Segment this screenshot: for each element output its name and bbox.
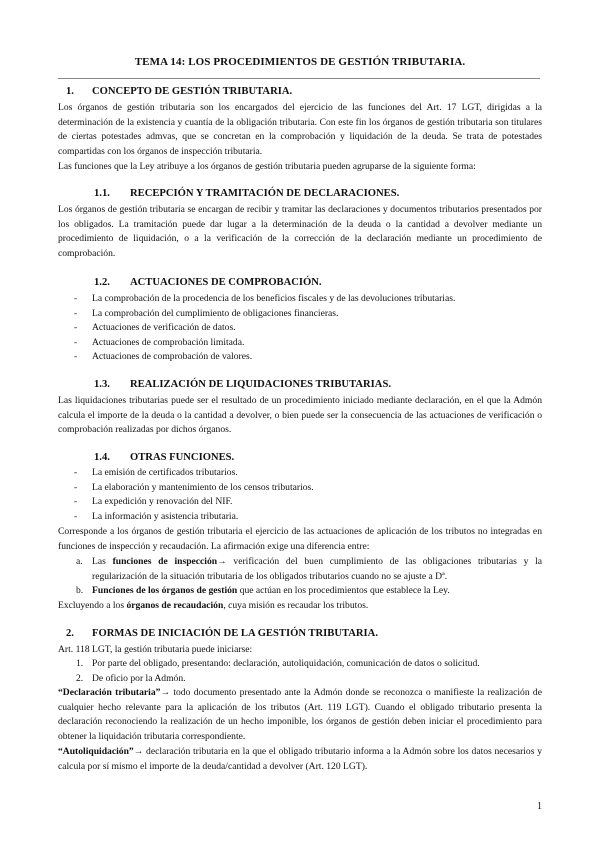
title-divider — [58, 78, 540, 79]
section-2-heading — [66, 628, 378, 639]
section-1-3-paragraph: Las liquidaciones tributarias puede ser el resultado de un procedimiento iniciado mediante declaración, en el que la Admón calcula el importe de la deuda o la cantidad a devolver, o bien puede ser la consecuencia de las actuaciones de verificación o comprobación realizadas por dichos órganos. — [58, 395, 542, 436]
declaracion-text: → todo documento presentado ante la Admón donde se reconozca o manifieste la realización de cualquier hecho relevante para la aplicación de los tributos (Art. 119 LGT). Cuando el obligado tributario presenta la declaración reconociendo la realización de un hecho imponible, los órganos de gestión deben iniciar el procedimiento para obtener la liquidación tributaria correspondiente. — [58, 687, 542, 742]
section-1-1-title: RECEPCIÓN Y TRAMITACIÓN DE DECLARACIONES. — [130, 188, 400, 199]
exclusion-sentence — [58, 599, 542, 614]
section-1-paragraph: Los órganos de gestión tributaria son los encargados del ejercicio de las funciones del Art. 17 LGT, dirigidas a la determinación de la existencia y cuantía de la obligación tributaria. Con este fin los órganos de gestión tributaria son titulares de ciertas potestades admvas, que se concretan en la comprobación y liquidación de la deuda. Se trata de potestades compartidas con los órganos de inspección tributaria. — [58, 102, 542, 157]
list-item — [76, 657, 542, 672]
section-1-1-number: 1.1. — [94, 188, 110, 199]
section-1-1-paragraph: Los órganos de gestión tributaria se encargan de recibir y tramitar las declaraciones y documentos tributarios presentados por los obligados. La tramitación puede dar lugar a la determinación de la deuda o la cantidad a devolver mediante un procedimiento de liquidación, o a la verificación de la corrección de la declaración mediante un procedimiento de comprobación. — [58, 204, 542, 259]
section-1-intro-functions: Las funciones que la Ley atribuye a los órganos de gestión tributaria pueden agruparse de la siguiente forma: — [58, 161, 476, 172]
section-1-4-heading — [94, 452, 234, 463]
section-2-title: FORMAS DE INICIACIÓN DE LA GESTIÓN TRIBUTARIA. — [92, 628, 378, 639]
declaracion-term: “Declaración tributaria” — [58, 687, 161, 698]
section-2-number: 2. — [66, 628, 74, 639]
section-1-3-number: 1.3. — [94, 379, 110, 390]
section-1-number: 1. — [66, 86, 74, 97]
list-item-label: b. — [76, 585, 84, 596]
section-1-4-alpha-list — [76, 555, 542, 599]
item-b-text: que actúan en los procedimientos que establece la Ley. — [237, 585, 450, 596]
list-item: - Actuaciones de verificación de datos. — [74, 321, 534, 336]
autoliquidacion-definition — [58, 745, 542, 774]
list-item: - La emisión de certificados tributarios. — [74, 466, 534, 481]
section-2-numbered-list — [76, 657, 542, 686]
section-1-2-list — [74, 292, 534, 365]
list-item-text: Por parte del obligado, presentando: declaración, autoliquidación, comunicación de datos o solicitud. — [92, 658, 480, 669]
exclusion-text: , cuya misión es recaudar los tributos. — [223, 600, 369, 611]
item-a-text: → verificación del buen cumplimiento de las obligaciones tributarias y la regularización de la situación tributaria de los obligados tributarios cuando no se ajuste a Dª. — [92, 556, 542, 582]
declaracion-definition — [58, 686, 542, 744]
list-item-label: a. — [76, 556, 83, 567]
list-item — [76, 584, 542, 599]
list-item: - La comprobación del cumplimiento de obligaciones financieras. — [74, 307, 534, 322]
list-item: - Actuaciones de comprobación de valores. — [74, 350, 534, 365]
autoliquidacion-text: → declaración tributaria en la que el obligado tributario informa a la Admón sobre los datos necesarios y calcula por sí mismo el importe de la deuda/cantidad a devolver (Art. 120 LGT). — [58, 746, 542, 772]
section-1-4-list — [74, 466, 534, 524]
section-1-heading — [66, 86, 292, 97]
section-1-2-heading — [94, 277, 322, 288]
section-1-3-title: REALIZACIÓN DE LIQUIDACIONES TRIBUTARIAS. — [130, 379, 391, 390]
autoliquidacion-term: “Autoliquidación” — [58, 746, 134, 757]
section-1-3-heading — [94, 379, 391, 390]
list-item: - La información y asistencia tributaria. — [74, 510, 534, 525]
item-a-prefix: Las — [92, 556, 113, 567]
document-title: TEMA 14: LOS PROCEDIMIENTOS DE GESTIÓN TRIBUTARIA. — [134, 56, 466, 68]
section-2-intro: Art. 118 LGT, la gestión tributaria puede iniciarse: — [58, 644, 253, 655]
exclusion-prefix: Excluyendo a los — [58, 600, 127, 611]
section-1-4-number: 1.4. — [94, 452, 110, 463]
section-1-2-title: ACTUACIONES DE COMPROBACIÓN. — [130, 277, 322, 288]
item-b-bold: Funciones de los órganos de gestión — [92, 585, 238, 596]
list-item: - Actuaciones de comprobación limitada. — [74, 336, 534, 351]
section-1-2-number: 1.2. — [94, 277, 110, 288]
list-item-label: 2. — [76, 672, 84, 684]
section-1-title: CONCEPTO DE GESTIÓN TRIBUTARIA. — [92, 86, 293, 97]
list-item-text: De oficio por la Admón. — [92, 672, 186, 684]
item-a-bold: funciones de inspección — [112, 556, 218, 567]
list-item — [76, 672, 542, 687]
exclusion-bold: órganos de recaudación — [126, 600, 224, 611]
section-1-1-heading — [94, 188, 399, 199]
section-1-4-paragraph: Corresponde a los órganos de gestión tributaria el ejercicio de las actuaciones de aplicación de los tributos no integradas en funciones de inspección y recaudación. La afirmación exige una diferencia entre: — [58, 526, 542, 552]
section-1-4-title: OTRAS FUNCIONES. — [130, 452, 235, 463]
list-item-label: 1. — [76, 658, 84, 669]
list-item — [76, 555, 542, 584]
list-item: - La elaboración y mantenimiento de los censos tributarios. — [74, 481, 534, 496]
list-item: - La expedición y renovación del NIF. — [74, 495, 534, 510]
page-number: 1 — [537, 801, 542, 812]
list-item: - La comprobación de la procedencia de los beneficios fiscales y de las devoluciones tributarias. — [74, 292, 534, 307]
